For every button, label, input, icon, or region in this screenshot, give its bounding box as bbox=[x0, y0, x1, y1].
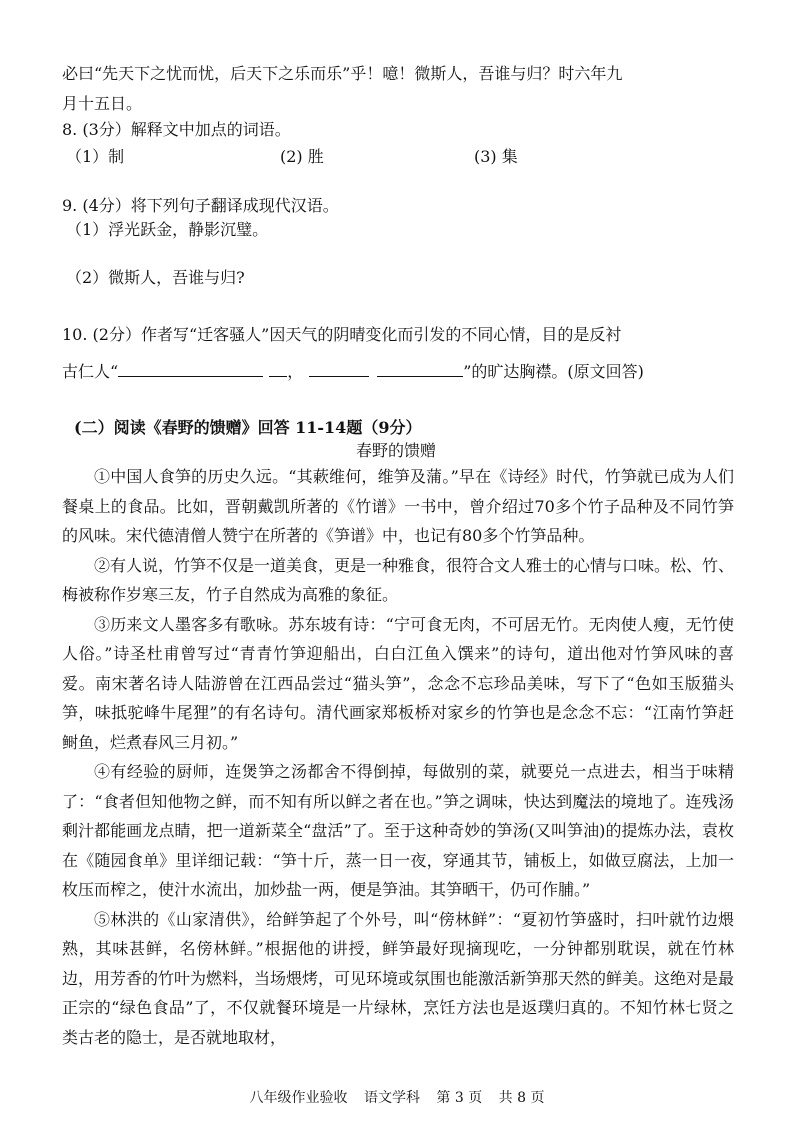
answer-blank-4[interactable] bbox=[377, 362, 463, 377]
article-title: 春野的馈赠 bbox=[356, 441, 437, 460]
q8-item-2: (2) 胜 bbox=[280, 147, 324, 166]
footer-subject: 语文学科 bbox=[363, 1090, 420, 1106]
paragraph-2: ②有人说，竹笋不仅是一道美食，更是一种雅食，很符合文人雅士的心情与口味。松、竹、梅被称作岁寒三友，竹子自然成为高雅的象征。 bbox=[62, 555, 735, 604]
footer-grade: 八年级作业验收 bbox=[249, 1090, 348, 1106]
footer-total: 共 8 页 bbox=[498, 1090, 545, 1106]
q9-stem: 9. (4分）将下列句子翻译成现代汉语。 bbox=[62, 196, 339, 215]
answer-blank-1[interactable] bbox=[118, 362, 263, 377]
answer-blank-3[interactable] bbox=[309, 362, 369, 377]
q8-item-1: （1）制 bbox=[66, 147, 125, 166]
footer-page: 第 3 页 bbox=[436, 1090, 483, 1106]
q8-stem: 8. (3分）解释文中加点的词语。 bbox=[62, 120, 291, 139]
article-body bbox=[62, 462, 734, 1052]
section-heading: (二）阅读《春野的馈赠》回答 11-14题（9分） bbox=[74, 418, 422, 437]
q10-quote-open: 古仁人“ bbox=[62, 362, 119, 381]
q10-comma: ， bbox=[287, 362, 304, 381]
q8-item-3: (3) 集 bbox=[474, 147, 518, 166]
q10-quote-close: ”的旷达胸襟。(原文回答) bbox=[463, 362, 644, 381]
paragraph-3: ③历来文人墨客多有歌咏。苏东坡有诗：“宁可食无肉，不可居无竹。无肉使人瘦，无竹使人俗。”诗圣杜甫曾写过“青青竹笋迎船出，白白江鱼入馔来”的诗句，道出他对竹笋风味的喜爱。南宋著名诗人陆游曾在江西品尝过“猫头笋”，念念不忘珍品美味，写下了“色如玉版猫头笋，味抵驼峰牛尾狸”的有名诗句。清代画家郑板桥对家乡的竹笋也是念念不忘：“江南竹笋赶鲥鱼，烂煮春风三月初。” bbox=[62, 614, 734, 752]
text-line-1: 必曰“先天下之忧而忧，后天下之乐而乐”乎！噫！微斯人，吾谁与归？时六年九 bbox=[62, 64, 623, 83]
q10-line-1: 10. (2分）作者写“迁客骚人”因天气的阴晴变化而引发的不同心情，目的是反衬 bbox=[62, 325, 622, 344]
paragraph-5: ⑤林洪的《山家清供》，给鲜笋起了个外号，叫“傍林鲜”：“夏初竹笋盛时，扫叶就竹边煨熟，其味甚鲜，名傍林鲜。”根据他的讲授，鲜笋最好现摘现吃，一分钟都别耽误，就在竹林边，用芳香的竹叶为燃料，当场煨烤，可见环境或氛围也能激活新笋那天然的鲜美。这绝对是最正宗的“绿色食品”了，不仅就餐环境是一片绿林，烹饪方法也是返璞归真的。不知竹林七贤之类古老的隐士，是否就地取材， bbox=[62, 909, 735, 1047]
paragraph-1: ①中国人食笋的历史久远。“其蔌维何，维笋及蒲。”早在《诗经》时代，竹笋就已成为人们餐桌上的食品。比如，晋朝戴凯所著的《竹谱》一书中，曾介绍过70多个竹子品种及不同竹笋的风味。宋代德清僧人赞宁在所著的《笋谱》中，也记有80多个竹笋品种。 bbox=[62, 467, 734, 545]
q10-line-2 bbox=[62, 362, 644, 382]
q9-item-2: （2）微斯人，吾谁与归? bbox=[66, 268, 245, 287]
q9-item-1: （1）浮光跃金，静影沉璧。 bbox=[66, 220, 269, 239]
paragraph-4: ④有经验的厨师，连煲笋之汤都舍不得倒掉，每做别的菜，就要兑一点进去，相当于味精了：“食者但知他物之鲜，而不知有所以鲜之者在也。”笋之调味，快达到魔法的境地了。连残汤剩汁都能画龙点睛，把一道新菜全“盘活”了。至于这种奇妙的笋汤(又叫笋油)的提炼办法，袁枚在《随园食单》里详细记载：“笋十斤，蒸一日一夜，穿通其节，铺板上，如做豆腐法，上加一枚压而榨之，使汁水流出，加炒盐一两，便是笋油。其笋晒干，仍可作脯。” bbox=[62, 762, 734, 899]
answer-blank-2[interactable] bbox=[269, 362, 287, 377]
page-footer bbox=[0, 1087, 794, 1107]
text-line-2: 月十五日。 bbox=[62, 94, 143, 113]
